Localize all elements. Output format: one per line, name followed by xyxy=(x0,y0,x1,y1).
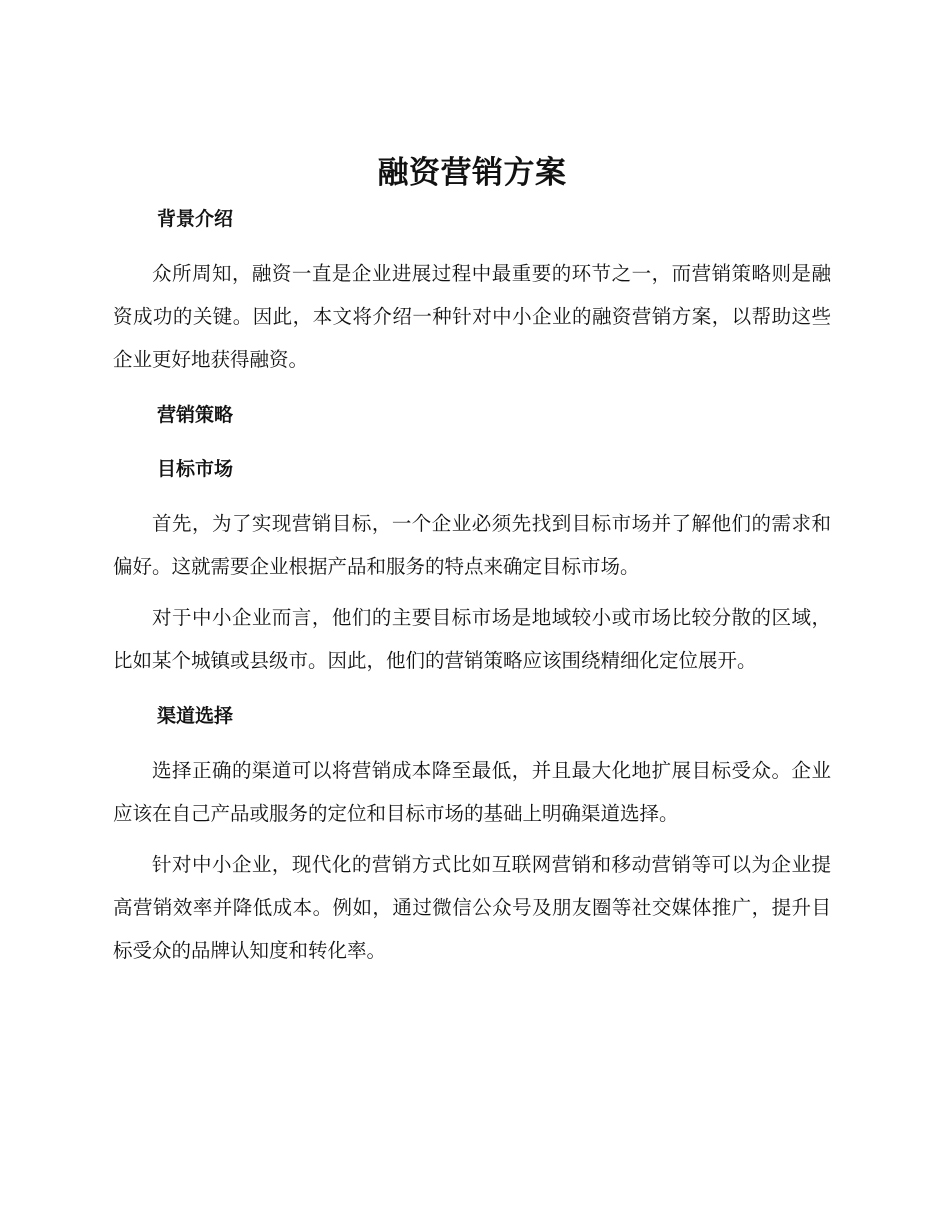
document-page xyxy=(113,152,831,972)
section-heading-strategy: 营销策略 xyxy=(157,404,234,426)
section-heading-channel: 渠道选择 xyxy=(157,705,234,727)
document-title: 融资营销方案 xyxy=(377,155,567,191)
paragraph-background-1: 众所周知，融资一直是企业进展过程中最重要的环节之一，而营销策略则是融资成功的关键。因此，本文将介绍一种针对中小企业的融资营销方案，以帮助这些企业更好地获得融资。 xyxy=(113,262,831,371)
paragraph-target-market-1: 首先，为了实现营销目标，一个企业必须先找到目标市场并了解他们的需求和偏好。这就需要企业根据产品和服务的特点来确定目标市场。 xyxy=(113,512,831,578)
paragraph-target-market-2: 对于中小企业而言，他们的主要目标市场是地域较小或市场比较分散的区域，比如某个城镇或县级市。因此，他们的营销策略应该围绕精细化定位展开。 xyxy=(113,606,831,672)
section-heading-target-market: 目标市场 xyxy=(157,458,234,480)
paragraph-channel-2: 针对中小企业，现代化的营销方式比如互联网营销和移动营销等可以为企业提高营销效率并降低成本。例如，通过微信公众号及朋友圈等社交媒体推广，提升目标受众的品牌认知度和转化率。 xyxy=(113,853,831,962)
paragraph-channel-1: 选择正确的渠道可以将营销成本降至最低，并且最大化地扩展目标受众。企业应该在自己产品或服务的定位和目标市场的基础上明确渠道选择。 xyxy=(113,759,831,825)
section-heading-background: 背景介绍 xyxy=(157,208,234,230)
